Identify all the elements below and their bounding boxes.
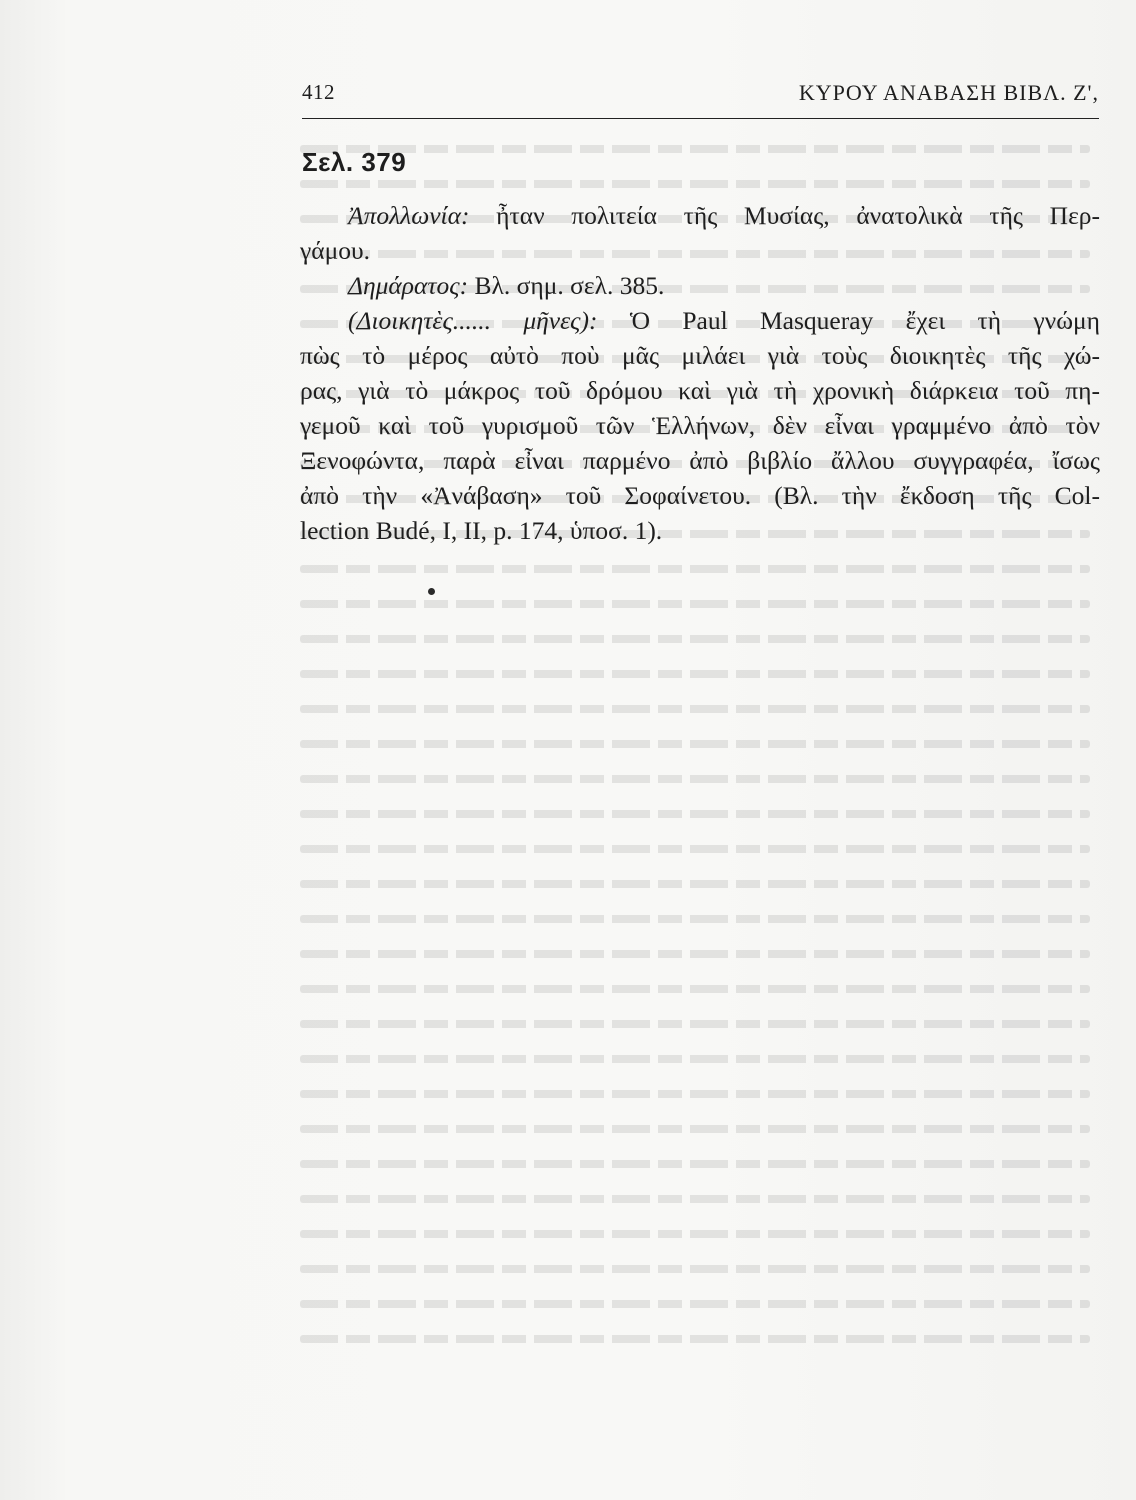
entry-demaratos	[300, 268, 1100, 303]
running-head: ΚΥΡΟΥ ΑΝΑΒΑΣΗ ΒΙΒΛ. Ζ',	[798, 80, 1099, 105]
entry-apollonia-line-2: γάμου.	[300, 236, 371, 265]
page-number: 412	[302, 80, 335, 104]
page-header	[302, 78, 1099, 119]
entry-dioiketes-line-6: ἀπὸ τὴν «Ἀνάβαση» τοῦ Σοφαίνετου. (Βλ. τὴν ἔκδοση τῆς Col-	[300, 481, 1100, 510]
notes-body	[300, 198, 1100, 548]
entry-term: Δημάρατος:	[348, 271, 469, 300]
entry-text: Βλ. σημ. σελ. 385.	[468, 271, 665, 300]
entry-term: (Διοικητὲς...... μῆνες):	[348, 306, 598, 335]
entry-dioiketes-line-3: ρας, γιὰ τὸ μάκρος τοῦ δρόμου καὶ γιὰ τὴ χρονικὴ διάρκεια τοῦ πη-	[300, 376, 1100, 405]
entry-dioiketes-line-4: γεμοῦ καὶ τοῦ γυρισμοῦ τῶν Ἑλλήνων, δὲν εἶναι γραμμένο ἀπὸ τὸν	[300, 411, 1100, 440]
entry-dioiketes-line-1	[300, 303, 1100, 338]
entry-dioiketes-line-2: πὼς τὸ μέρος αὐτὸ ποὺ μᾶς μιλάει γιὰ τοὺς διοικητὲς τῆς χώ-	[300, 341, 1100, 370]
entry-term: Ἀπολλωνία:	[348, 201, 470, 230]
entry-dioiketes-line-7: lection Budé, I, II, p. 174, ὑποσ. 1).	[300, 516, 663, 545]
entry-apollonia-line-1	[300, 198, 1100, 233]
entry-text: ἦταν πολιτεία τῆς Μυσίας, ἀνατολικὰ τῆς Περ-	[469, 201, 1100, 230]
entry-dioiketes-line-5: Ξενοφώντα, παρὰ εἶναι παρμένο ἀπὸ βιβλίο ἄλλου συγγραφέα, ἴσως	[300, 446, 1100, 475]
ink-dot	[428, 588, 435, 595]
entry-text: Ὁ Paul Masqueray ἔχει τὴ γνώμη	[597, 306, 1100, 335]
section-label: Σελ. 379	[302, 147, 407, 177]
